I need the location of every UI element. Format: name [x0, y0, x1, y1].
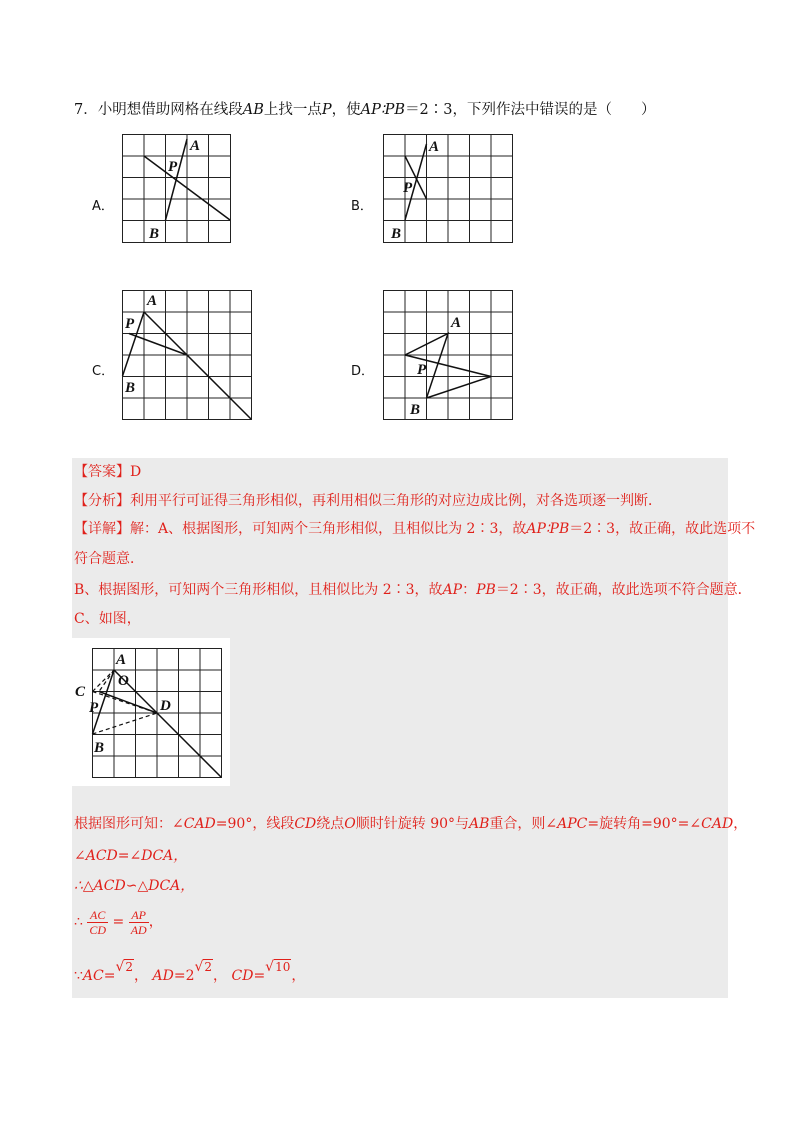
fig-b-label-p: P [403, 180, 413, 196]
figure-option-c [122, 290, 254, 422]
fig-d-cross-2 [427, 377, 492, 399]
sol-label-b: B [94, 740, 105, 756]
sqrt-2-b: √2 [194, 959, 213, 975]
solution-line-4: ∴ $\frac{AC}{CD}$ = $\frac{AP}{AD}$ ， [74, 907, 163, 937]
sqrt-2-a: √2 [115, 959, 134, 975]
solution-line-1: 根据图形可知：∠CAD=90°，线段CD绕点O顺时针旋转 90°与AB重合，则∠APC=旋转角=90°=∠CAD， [74, 816, 748, 832]
fig-c-label-b: B [125, 380, 136, 396]
fig-c-cross [129, 334, 187, 356]
fraction-ac-cd: $\frac{AC}{CD}$ [89, 907, 107, 937]
solution-line-2: ∠ACD=∠DCA， [74, 848, 188, 864]
option-c-label[interactable]: C． [92, 364, 115, 379]
detail-a-line: 【详解】解：A、根据图形，可知两个三角形相似，且相似比为 2∶3，故AP∶PB＝2∶3，故正确，故此选项不 [74, 521, 756, 537]
fig-a-ab-segment [166, 139, 188, 220]
fig-c-label-p: P [125, 316, 135, 332]
sol-label-d: D [160, 698, 171, 714]
fig-b-label-a: A [429, 139, 440, 155]
detail-b-line: B、根据图形，可知两个三角形相似，且相似比为 2∶3，故AP：PB＝2∶3，故正确，故此选项不符合题意． [74, 582, 752, 598]
figure-option-b [383, 134, 515, 244]
fig-d-label-p: P [417, 362, 427, 378]
sol-label-p: P [89, 700, 99, 716]
fig-a-label-a: A [190, 138, 201, 154]
sol-label-c: C [75, 684, 86, 700]
solution-line-3: ∴△ACD∽△DCA， [74, 878, 195, 894]
answer-line: 【答案】D [74, 464, 142, 480]
fig-a-label-p: P [168, 159, 178, 175]
figure-solution-c [72, 638, 230, 786]
fraction-ap-ad: $\frac{AP}{AD}$ [130, 907, 147, 937]
question-number: 7． [74, 102, 98, 118]
fig-c-label-a: A [147, 293, 158, 309]
fig-c-diagonal [144, 312, 251, 419]
sol-label-a: A [116, 652, 127, 668]
question-text: 7．小明想借助网格在线段AB上找一点P，使AP∶PB＝2∶3，下列作法中错误的是（ ） [74, 102, 656, 118]
detail-c-line: C、如图， [74, 611, 141, 627]
option-b-label[interactable]: B． [351, 199, 373, 214]
fig-d-label-a: A [451, 315, 462, 331]
analysis-line: 【分析】利用平行可证得三角形相似，再利用相似三角形的对应边成比例，对各选项逐一判断． [74, 493, 662, 509]
option-d-label[interactable]: D． [351, 364, 375, 379]
detail-a-continued: 符合题意． [74, 551, 144, 567]
figure-option-a [122, 134, 232, 244]
fig-a-label-b: B [149, 226, 160, 242]
fig-b-label-b: B [391, 226, 402, 242]
solution-line-5: ∵AC=√2， AD=2√2， CD=√10， [74, 959, 306, 984]
figure-option-d [383, 290, 515, 422]
option-a-label[interactable]: A． [92, 199, 114, 214]
sol-label-o: O [118, 673, 129, 689]
sqrt-10: √10 [265, 959, 291, 975]
fig-d-label-b: B [410, 402, 421, 418]
